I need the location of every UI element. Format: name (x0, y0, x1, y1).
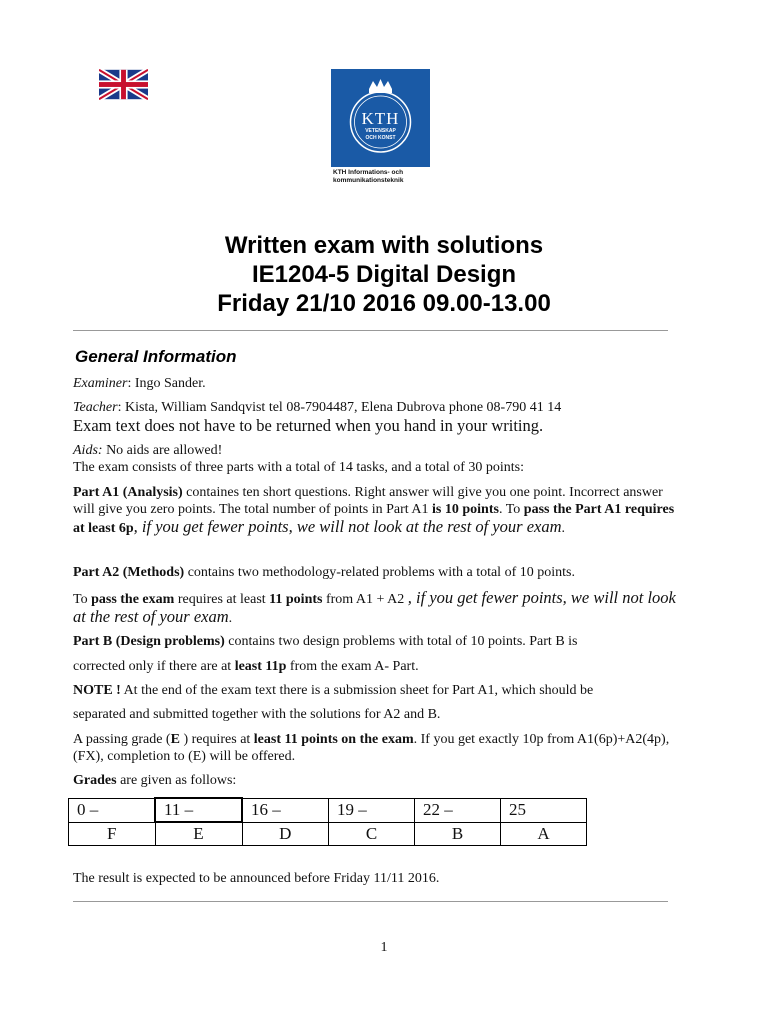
divider-top (73, 330, 668, 331)
grade-letter-cell: F (69, 822, 156, 846)
grade-e: E (170, 732, 180, 747)
aids-line (73, 442, 678, 459)
note-line-2: separated and submitted together with the solutions for A2 and B. (73, 707, 441, 722)
threshold-cell: 19 – (329, 798, 415, 822)
part-b-label: Part B (Design problems) (73, 634, 225, 649)
kth-logo (331, 69, 430, 167)
divider-bottom (73, 901, 668, 902)
part-b-threshold: least 11p (234, 659, 287, 674)
threshold-cell: 25 (501, 798, 587, 822)
part-b-line-2 (73, 658, 678, 675)
part-a1-text-2: . To (498, 502, 524, 517)
grade-letter-cell: C (329, 822, 415, 846)
part-b-line-2a: corrected only if there are at (73, 659, 235, 674)
part-a2-text: contains two methodology-related problems with a total of 10 points. (184, 565, 575, 580)
section-heading: General Information (75, 347, 237, 366)
part-a1-paragraph (73, 484, 683, 537)
threshold-row (69, 798, 587, 822)
return-note: Exam text does not have to be returned when you hand in your writing. (73, 416, 544, 435)
logo-caption (333, 169, 453, 185)
part-a1-text: containes ten short questions. Right answer will give you one point. Incorrect answer will give you zero points. The total number of points in Part A1 (73, 485, 663, 517)
pass-text: requires at least (174, 592, 270, 607)
part-a1-label: Part A1 (Analysis) (73, 485, 183, 500)
threshold-cell: 0 – (69, 798, 156, 822)
pass-text-2: from A1 + A2 (322, 592, 408, 607)
logo-subtext-2: OCH KONST (365, 135, 396, 141)
grades-label: Grades (73, 773, 117, 788)
part-b-line-2c: from the exam A- Part. (286, 659, 419, 674)
teacher-line (73, 399, 678, 416)
grade-text-b: ) requires at (179, 732, 254, 747)
page-number: 1 (380, 940, 388, 955)
passing-grade-paragraph (73, 731, 673, 765)
pass-exam-bold: pass the exam (91, 592, 175, 607)
logo-subtext-1: VETENSKAP (365, 128, 396, 134)
part-a1-points: is 10 points (432, 502, 499, 517)
title-line-2: IE1204-5 Digital Design (251, 261, 517, 288)
grades-table (68, 797, 587, 846)
note-line-1 (73, 682, 678, 699)
grades-text: are given as follows: (116, 773, 237, 788)
logo-text: KTH (361, 109, 400, 128)
part-b-text: contains two design problems with total of 10 points. Part B is (224, 634, 578, 649)
grade-letter-cell: E (155, 822, 242, 846)
part-a1-warning: , if you get fewer points, we will not look at the rest of your exam (133, 517, 562, 536)
uk-flag-icon (99, 69, 148, 100)
aids-label: Aids: (73, 443, 103, 458)
pass-requirement-paragraph (73, 589, 683, 627)
note-text: At the end of the exam text there is a submission sheet for Part A1, which should be (120, 683, 594, 698)
part-a2-paragraph (73, 564, 678, 581)
examiner-value: : Ingo Sander. (127, 376, 206, 391)
title-line-1: Written exam with solutions (224, 232, 544, 259)
threshold-cell: 16 – (242, 798, 329, 822)
pass-warning: , if you get fewer points, we will not look at the rest of your exam (73, 588, 676, 626)
title-line-3: Friday 21/10 2016 09.00-13.00 (217, 290, 551, 317)
part-a1-requirement: pass the Part A1 requires at least 6p (73, 502, 675, 536)
part-b-line-1 (73, 633, 678, 650)
grade-text-a: A passing grade ( (73, 732, 171, 747)
grades-intro (73, 772, 678, 789)
examiner-label: Examiner (73, 376, 128, 391)
logo-caption-line-2: kommunikationsteknik (333, 177, 404, 184)
grade-text-c: . If you get exactly 10p from A1(6p)+A2(4p), (FX), completion to (E) will be offered. (73, 732, 670, 764)
pass-to: To (73, 592, 92, 607)
letter-row (69, 822, 587, 846)
exam-structure-text: The exam consists of three parts with a total of 14 tasks, and a total of 30 points: (73, 460, 525, 475)
threshold-cell: 11 – (155, 798, 242, 822)
threshold-cell: 22 – (415, 798, 501, 822)
grade-requirement: least 11 points on the exam (253, 732, 414, 747)
grade-letter-cell: A (501, 822, 587, 846)
note-label: NOTE ! (73, 683, 121, 698)
teacher-label: Teacher (73, 400, 118, 415)
pass-points-bold: 11 points (269, 592, 323, 607)
aids-value: No aids are allowed! (102, 443, 223, 458)
logo-caption-line-1: KTH Informations- och (333, 169, 404, 176)
grade-letter-cell: D (242, 822, 329, 846)
grade-letter-cell: B (415, 822, 501, 846)
part-a2-label: Part A2 (Methods) (73, 565, 185, 580)
examiner-line (73, 375, 678, 392)
result-announcement: The result is expected to be announced before Friday 11/11 2016. (73, 871, 440, 886)
teacher-value: : Kista, William Sandqvist tel 08-7904487, Elena Dubrova phone 08-790 41 14 (117, 400, 562, 415)
part-a1-end: . (561, 521, 566, 536)
pass-end: . (228, 611, 233, 626)
